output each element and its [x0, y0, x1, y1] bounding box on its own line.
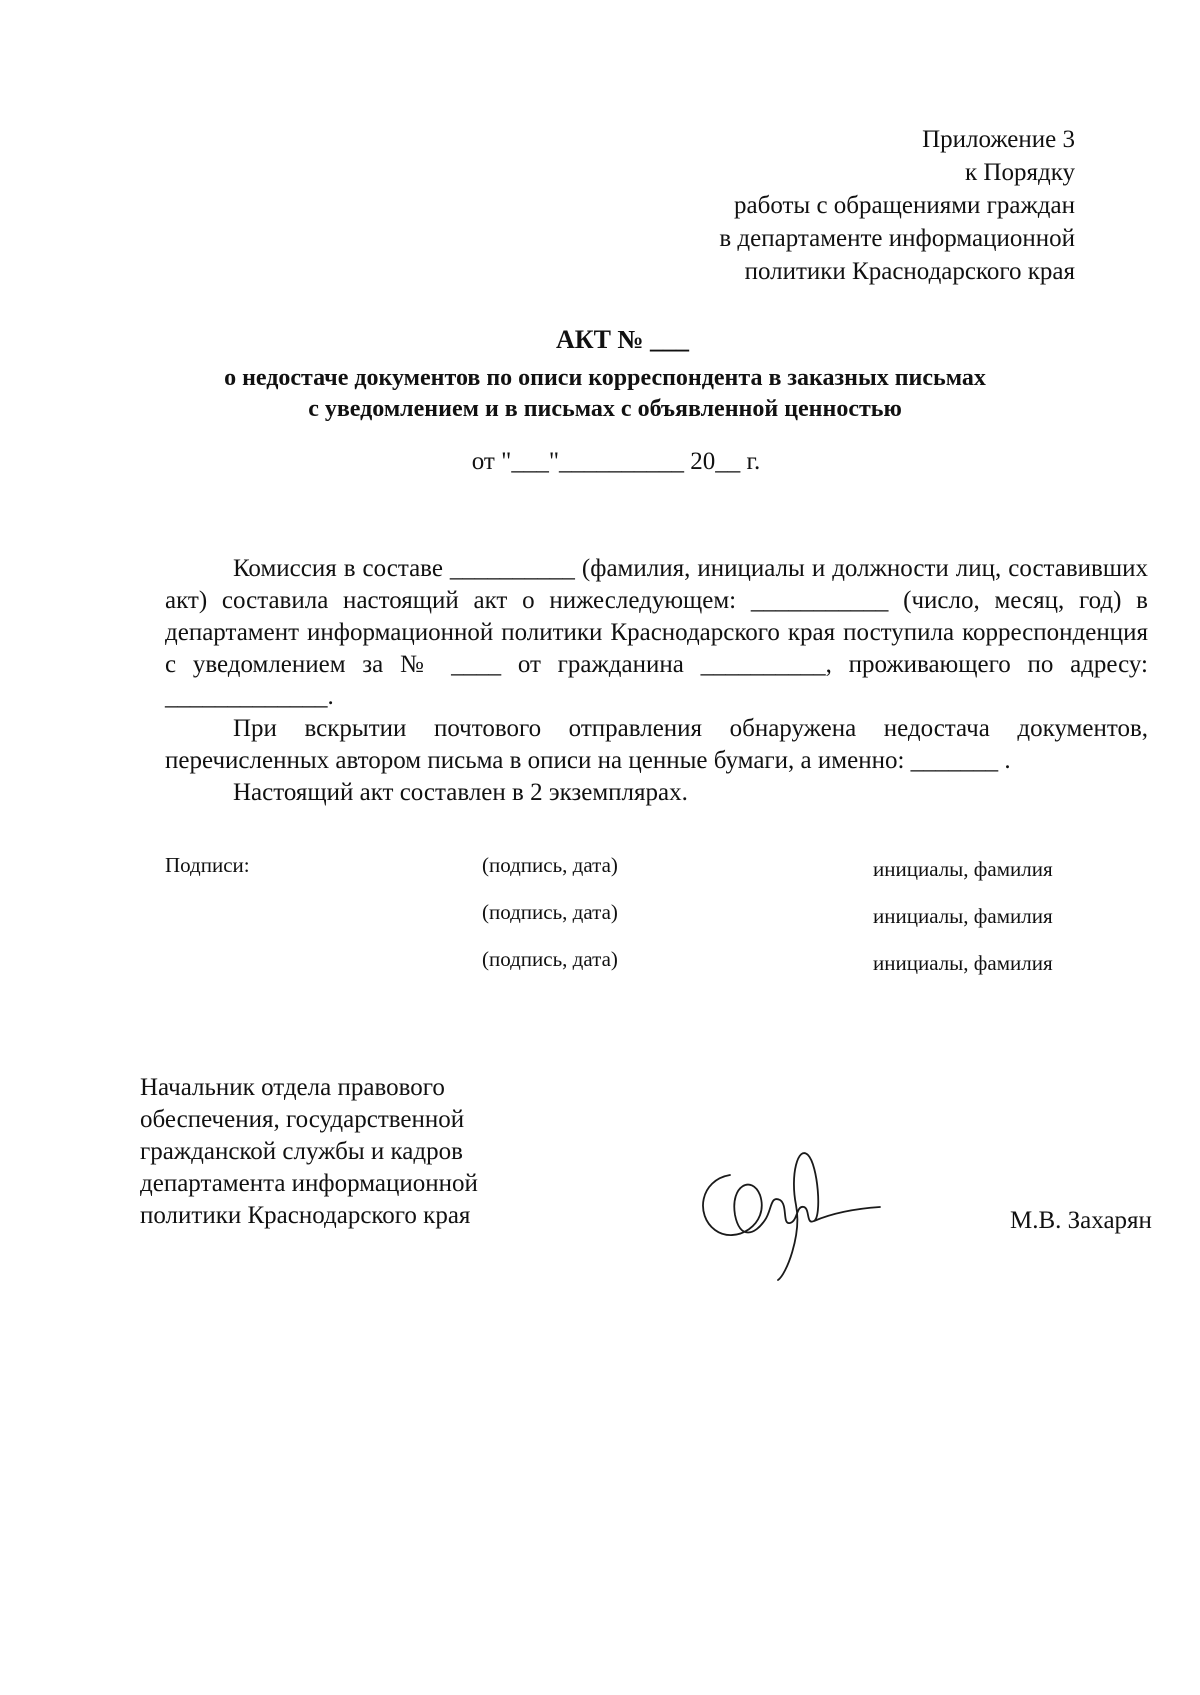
appendix-line: Приложение 3: [922, 126, 1075, 153]
signatures-block: [165, 853, 1100, 994]
act-date: от "___"__________ 20__ г.: [471, 448, 761, 475]
appendix-line: в департаменте информационной: [719, 225, 1075, 252]
body-paragraph: При вскрытии почтового отправления обнаружена недостача документов, перечисленных автором письма в описи на ценные бумаги, а именно: _______ .: [165, 715, 1148, 774]
chief-position-line: департамента информационной: [140, 1170, 478, 1197]
act-number-title: АКТ № ___: [555, 325, 690, 354]
chief-position-line: гражданской службы и кадров: [140, 1138, 463, 1165]
act-subtitle-line: с уведомлением и в письмах с объявленной ценностью: [308, 396, 902, 422]
initials-surname-placeholder: инициалы, фамилия: [873, 904, 1053, 928]
act-subtitle: [120, 363, 1090, 425]
chief-position-line: политики Краснодарского края: [140, 1202, 471, 1229]
initials-surname-placeholder: инициалы, фамилия: [873, 951, 1053, 975]
body-paragraph: Комиссия в составе __________ (фамилия, инициалы и должности лиц, составивших акт) составила настоящий акт о нижеследующем: ___________ (число, месяц, год) в департамент информационной политики Краснодарского края поступила корреспонденция с уведомлением за № ____ от гражданина __________, проживающего по адресу: _____________.: [165, 555, 1148, 710]
appendix-header: [719, 123, 1075, 288]
chief-position-line: обеспечения, государственной: [140, 1106, 465, 1133]
act-body: [165, 553, 1148, 809]
signatures-label: Подписи:: [165, 853, 250, 877]
signature-date-placeholder: (подпись, дата): [482, 853, 618, 877]
appendix-line: к Порядку: [965, 159, 1075, 186]
chief-position: [140, 1072, 478, 1232]
signature-row: [165, 853, 1100, 900]
signature-row: [165, 900, 1100, 947]
chief-position-line: Начальник отдела правового: [140, 1074, 445, 1101]
act-title-block: [120, 325, 1090, 477]
initials-surname-placeholder: инициалы, фамилия: [873, 857, 1053, 881]
handwritten-signature: [690, 1135, 890, 1285]
signature-row: [165, 947, 1100, 994]
signature-date-placeholder: (подпись, дата): [482, 900, 618, 924]
body-paragraph: Настоящий акт составлен в 2 экземплярах.: [233, 779, 688, 806]
appendix-line: работы с обращениями граждан: [734, 192, 1075, 219]
signature-date-placeholder: (подпись, дата): [482, 947, 618, 971]
act-subtitle-line: о недостаче документов по описи корреспондента в заказных письмах: [224, 365, 986, 391]
signer-name: М.В. Захарян: [1010, 1207, 1152, 1234]
appendix-line: политики Краснодарского края: [744, 258, 1075, 285]
